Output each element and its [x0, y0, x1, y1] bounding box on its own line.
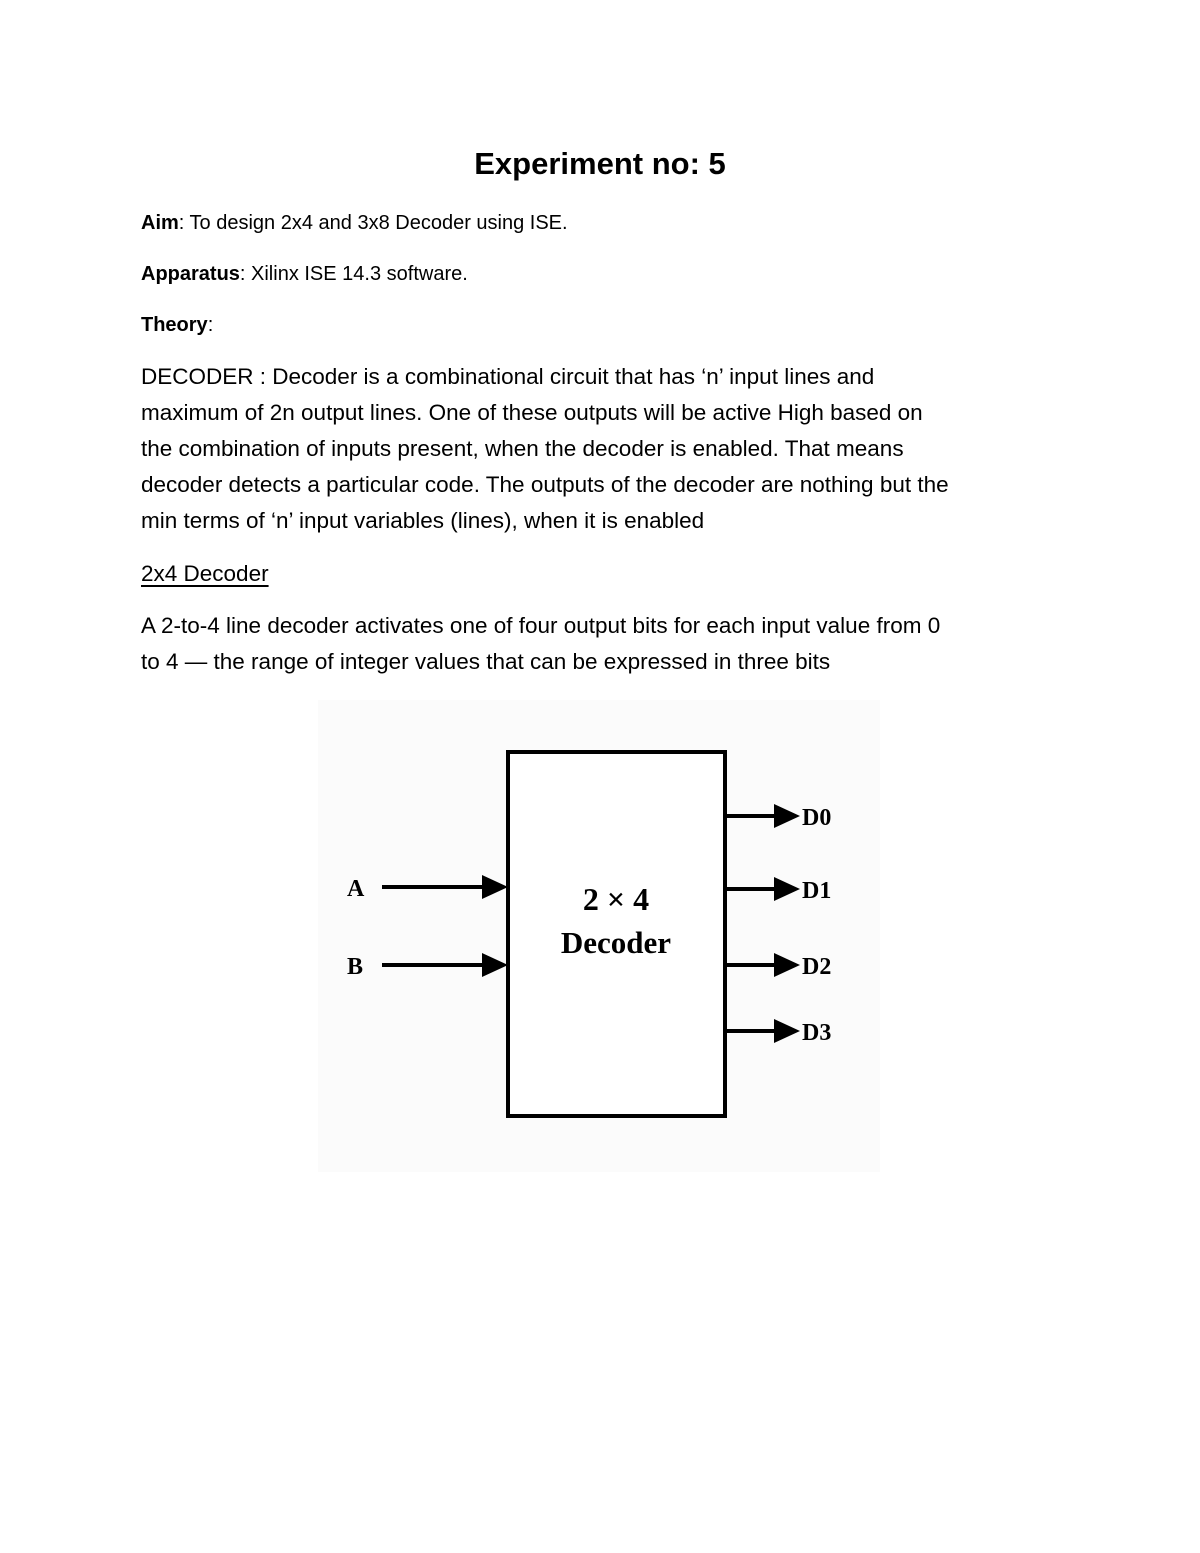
block-name-label: Decoder — [560, 925, 672, 960]
page-title: Experiment no: 5 — [474, 146, 726, 181]
aim-text: To design 2x4 and 3x8 Decoder using ISE. — [184, 212, 568, 234]
input-b-arrowhead — [482, 953, 508, 977]
theory-line — [141, 311, 213, 339]
output-d1-label: D1 — [802, 878, 832, 904]
output-d0-label: D0 — [802, 805, 832, 831]
paragraph-line: the combination of inputs present, when the decoder is enabled. That means — [141, 436, 904, 461]
output-d0 — [726, 804, 831, 831]
aim-line — [141, 209, 568, 237]
apparatus-separator: : — [239, 263, 246, 285]
paragraph-line: DECODER : Decoder is a combinational circuit that has ‘n’ input lines and — [141, 364, 875, 389]
input-a — [347, 875, 508, 902]
paragraph-line: min terms of ‘n’ input variables (lines), when it is enabled — [141, 508, 705, 533]
output-d2-label: D2 — [802, 954, 832, 980]
decoder-paragraph — [141, 359, 1071, 539]
output-d3 — [726, 1019, 831, 1046]
intro-paragraph — [141, 608, 1071, 680]
decoder-diagram-svg — [318, 700, 880, 1172]
output-d2 — [726, 953, 831, 980]
apparatus-label: Apparatus — [141, 263, 240, 285]
output-d1 — [726, 877, 831, 904]
output-d2-arrowhead — [774, 953, 800, 977]
theory-label: Theory — [141, 314, 208, 336]
theory-separator: : — [207, 314, 214, 336]
aim-separator: : — [178, 212, 185, 234]
paragraph-line: A 2-to-4 line decoder activates one of four output bits for each input value from 0 — [141, 613, 941, 638]
input-b — [347, 953, 508, 980]
output-d3-arrowhead — [774, 1019, 800, 1043]
input-a-arrowhead — [482, 875, 508, 899]
output-d1-arrowhead — [774, 877, 800, 901]
paragraph-line: maximum of 2n output lines. One of these outputs will be active High based on — [141, 400, 923, 425]
input-b-label: B — [347, 954, 364, 980]
paragraph-line: decoder detects a particular code. The outputs of the decoder are nothing but the — [141, 472, 949, 497]
decoder-diagram — [318, 700, 880, 1172]
aim-label: Aim — [141, 212, 179, 234]
paragraph-line: to 4 — the range of integer values that can be expressed in three bits — [141, 649, 831, 674]
output-d3-label: D3 — [802, 1020, 832, 1046]
block-size-label: 2 × 4 — [582, 881, 650, 917]
section-heading: 2x4 Decoder — [141, 561, 269, 586]
apparatus-text: Xilinx ISE 14.3 software. — [245, 263, 468, 285]
apparatus-line — [141, 260, 468, 288]
input-a-label: A — [347, 876, 365, 902]
output-d0-arrowhead — [774, 804, 800, 828]
